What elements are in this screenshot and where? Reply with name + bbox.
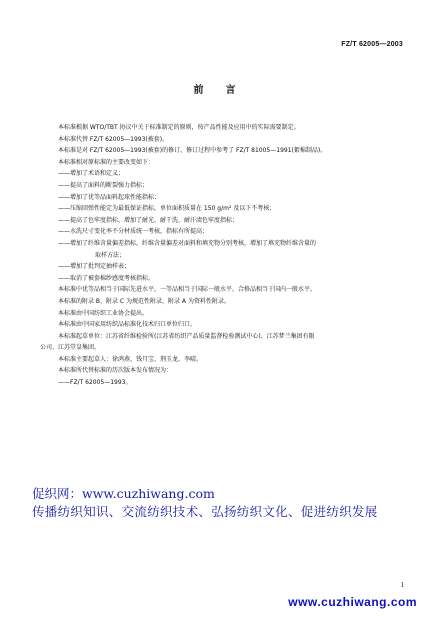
list-item: ——增加了纤维含量偏差指标，纤维含量偏差对面料和填充物分别考核，增加了填充物纤维含量的 [58,239,317,247]
list-item: ——增加了术语和定义； [58,170,125,178]
paragraph: 本标准起草单位：江苏省纤维检验所(江苏省纺织产品质量监督检验测试中心)、江苏梦兰集团有限 [58,332,315,340]
paragraph: 本标准代替 FZ/T 62005—1993(被套)。 [58,135,169,143]
paragraph: ——FZ/T 62005—1993。 [58,379,132,387]
list-item: ——压缩回弹性能定为最低保证指标，单位面积质量在 150 g/m² 及以下不考核； [58,205,276,213]
footer-url-link[interactable]: www.cuzhiwang.com [288,595,417,609]
list-item: ——增加了优等品面料起球性能指标； [58,193,161,201]
foreword-body [40,122,410,389]
paragraph: 本标准主要起草人：徐鸿燕、钱月宝、荆玉龙、李晴。 [58,355,203,363]
paragraph: 本标准由中国纺织工业协会提出。 [58,309,149,317]
paragraph: 本标准是对 FZ/T 62005—1993(被套)的修订，修订过程中参考了 FZ/T 81005—1991(絮棉制品)。 [58,147,327,155]
list-item: ——水洗尺寸变化率不分材质统一考核，指标有所提高； [58,228,209,236]
paragraph: 本标准根据 WTO/TBT 协议中关于标准制定的原则，按产品性能及应用中的实际需要制定。 [58,124,300,131]
paragraph: 本标准相对原标准的主要改变如下： [58,158,155,166]
list-item: ——提高了色牢度指标，增加了耐光、耐干洗、耐汗渍色牢度指标； [58,216,239,224]
list-item: ——增加了批判定抽样表； [58,263,131,271]
list-item: ——提高了面料的断裂强力指标； [58,181,149,189]
paragraph: 本标准的附录 B、附录 C 为规范性附录，附录 A 为资料性附录。 [58,297,230,305]
paragraph-continuation: 公司、江苏堂皇集团。 [40,344,101,352]
ad-site-line[interactable]: 促织网：www.cuzhiwang.com [32,486,215,501]
page-number: 1 [400,581,404,589]
ad-slogan: 传播纺织知识、交流纺织技术、弘扬纺织文化、促进纺织发展 [32,504,378,519]
watermark-ad [32,485,422,521]
paragraph: 本标准中优等品相当于国际先进水平，一等品相当于国际一般水平，合格品相当于国内一般水平。 [58,286,317,294]
paragraph: 本标准由中国家用纺织品标准化技术归口单位归口。 [58,321,197,329]
paragraph: 本标准所代替标准的历次版本发布情况为： [58,367,173,375]
standard-code-header: FZ/T 62005—2003 [341,41,403,48]
list-item-continuation: 取样方法； [95,251,126,259]
page-title: 前 言 [193,85,242,96]
list-item: ——取消了被套棉纱感度考核指标。 [58,274,155,282]
